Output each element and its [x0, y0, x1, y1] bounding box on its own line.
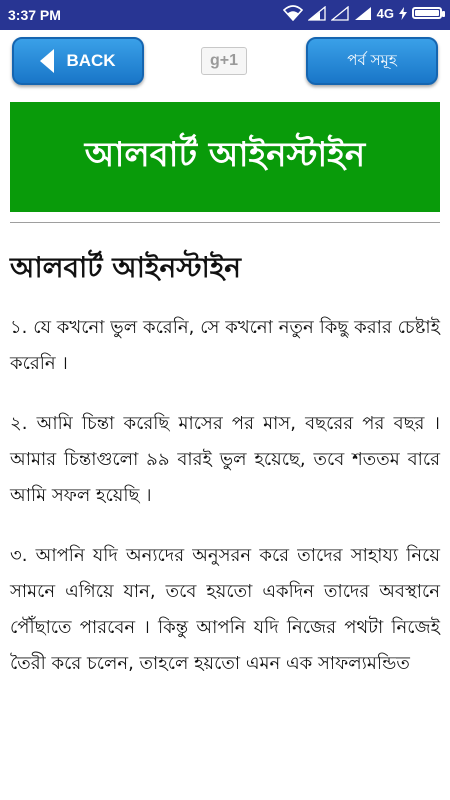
status-bar	[0, 0, 450, 30]
quote-paragraph: ১. যে কখনো ভুল করেনি, সে কখনো নতুন কিছু করার চেষ্টাই করেনি ।	[10, 317, 440, 375]
google-plus-one-button[interactable]: g+1	[201, 47, 247, 75]
network-type: 4G	[376, 5, 394, 21]
title-banner	[10, 102, 440, 212]
status-time: 3:37 PM	[8, 7, 61, 23]
battery-level	[415, 10, 439, 16]
status-icons	[283, 5, 442, 21]
article-heading: আলবার্ট আইনস্টাইন	[10, 251, 241, 284]
signal-icon	[331, 6, 349, 21]
signal-icon	[354, 6, 372, 21]
battery-icon	[412, 7, 442, 19]
back-button-label: BACK	[66, 51, 116, 70]
quote-paragraph: ২. আমি চিন্তা করেছি মাসের পর মাস, বছরের পর বছর । আমার চিন্তাগুলো ৯৯ বারই ভুল হয়েছে, তবে শততম বারে আমি সফল হয়েছি ।	[10, 413, 440, 507]
banner-title: আলবার্ট আইনস্টাইন	[84, 134, 366, 175]
episodes-button[interactable]	[306, 37, 438, 85]
article-content	[10, 250, 440, 706]
back-arrow-icon	[40, 49, 54, 73]
wifi-icon	[283, 5, 303, 21]
episodes-button-label: পর্ব সমূহ	[347, 50, 397, 69]
charging-icon	[399, 7, 407, 20]
divider	[10, 222, 440, 223]
back-button[interactable]	[12, 37, 144, 85]
signal-icon	[308, 6, 326, 21]
quote-paragraph: ৩. আপনি যদি অন্যদের অনুসরন করে তাদের সাহায্য নিয়ে সামনে এগিয়ে যান, তবে হয়তো একদিন তাদের অবস্থানে পৌঁছাতে পারবেন । কিন্তু আপনি যদি নিজের পথটা নিজেই তৈরী করে চলেন, তাহলে হয়তো এমন এক সাফল্যমন্ডিত	[10, 545, 440, 675]
